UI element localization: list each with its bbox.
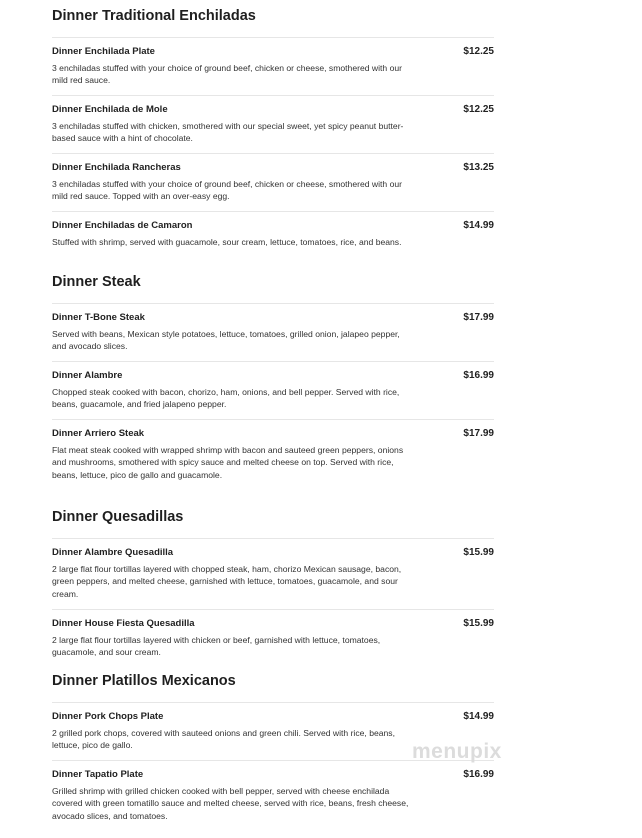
menu-item — [52, 361, 494, 419]
menu-item — [52, 303, 494, 361]
menu-item — [52, 37, 494, 95]
section-title: Dinner Quesadillas — [52, 509, 184, 525]
item-price: $16.99 — [463, 370, 494, 381]
menu-item — [52, 760, 494, 838]
item-name: Dinner Tapatio Plate — [52, 769, 144, 780]
item-name: Dinner Enchilada de Mole — [52, 104, 168, 115]
item-description: 2 large flat flour tortillas layered with chicken or beef, garnished with lettuce, tomatoes, guacamole, and sour cream. — [52, 635, 381, 658]
item-name: Dinner Enchiladas de Camaron — [52, 220, 193, 231]
section-traditional-enchiladas — [52, 8, 494, 269]
menu-item — [52, 609, 494, 667]
item-price: $17.99 — [463, 312, 494, 323]
item-price: $15.99 — [463, 618, 494, 629]
item-price: $15.99 — [463, 547, 494, 558]
item-description: 3 enchiladas stuffed with your choice of ground beef, chicken or cheese, smothered with our mild red sauce. Topped with an over-easy egg. — [52, 179, 403, 202]
item-description: 2 large flat flour tortillas layered with chopped steak, ham, chorizo Mexican sausage, bacon, green peppers, and melted cheese, garnished with lettuce, tomatoes, guacamole, and sour cream. — [52, 564, 402, 599]
menu-item — [52, 538, 494, 609]
item-name: Dinner House Fiesta Quesadilla — [52, 618, 195, 629]
item-name: Dinner Arriero Steak — [52, 428, 145, 439]
section-steak — [52, 274, 494, 503]
item-description: Grilled shrimp with grilled chicken cooked with bell pepper, served with cheese enchilada covered with green tomatillo sauce and melted cheese, served with rice, beans, fresh cheese, avocado slices, and tomatoes. — [52, 786, 409, 821]
item-name: Dinner Pork Chops Plate — [52, 711, 164, 722]
item-price: $14.99 — [463, 220, 494, 231]
item-price: $12.25 — [463, 46, 494, 57]
item-name: Dinner Alambre Quesadilla — [52, 547, 174, 558]
item-name: Dinner T-Bone Steak — [52, 312, 145, 323]
section-title: Dinner Steak — [52, 274, 141, 290]
item-description: 3 enchiladas stuffed with your choice of ground beef, chicken or cheese, smothered with our mild red sauce. — [52, 63, 403, 86]
item-price: $14.99 — [463, 711, 494, 722]
item-name: Dinner Enchilada Rancheras — [52, 162, 181, 173]
menu-item — [52, 95, 494, 153]
item-price: $13.25 — [463, 162, 494, 173]
watermark-logo: menupix — [412, 740, 502, 763]
menu-item — [52, 211, 494, 269]
item-description: 2 grilled pork chops, covered with sauteed onions and green chili. Served with rice, beans, lettuce, pico de gallo. — [52, 728, 395, 751]
item-description: Stuffed with shrimp, served with guacamole, sour cream, lettuce, tomatoes, rice, and beans. — [52, 237, 402, 247]
item-name: Dinner Enchilada Plate — [52, 46, 155, 57]
menu-item — [52, 419, 494, 503]
section-quesadillas — [52, 509, 494, 667]
section-title: Dinner Traditional Enchiladas — [52, 8, 256, 24]
menu-item — [52, 153, 494, 211]
item-price: $17.99 — [463, 428, 494, 439]
item-name: Dinner Alambre — [52, 370, 123, 381]
item-description: Served with beans, Mexican style potatoes, lettuce, tomatoes, grilled onion, jalapeo pepper, and avocado slices. — [52, 329, 400, 352]
item-price: $12.25 — [463, 104, 494, 115]
section-title: Dinner Platillos Mexicanos — [52, 673, 236, 689]
item-description: Flat meat steak cooked with wrapped shrimp with bacon and sauteed green peppers, onions and mushrooms, smothered with spicy sauce and melted cheese on top. Served with rice, beans, lettuce, pico de gallo and guacamole. — [52, 445, 404, 480]
item-price: $16.99 — [463, 769, 494, 780]
item-description: 3 enchiladas stuffed with chicken, smothered with our special sweet, yet spicy peanut butter-based sauce with a hint of chocolate. — [52, 121, 404, 144]
item-description: Chopped steak cooked with bacon, chorizo, ham, onions, and bell pepper. Served with rice, beans, guacamole, and fried jalapeno pepper. — [52, 387, 400, 410]
